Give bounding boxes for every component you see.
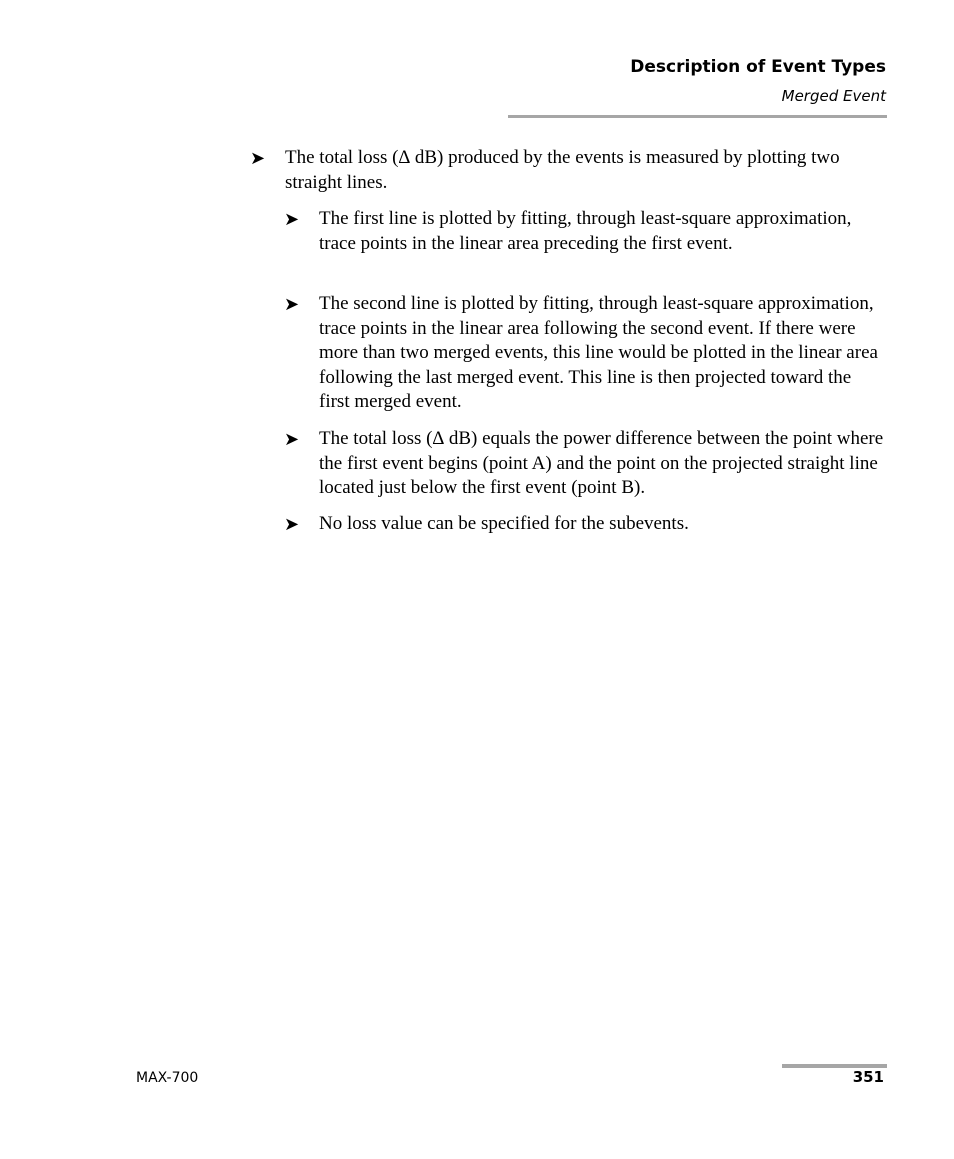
- arrow-bullet-icon: ➤: [284, 294, 300, 314]
- arrow-bullet-icon: ➤: [284, 514, 300, 534]
- list-item-text: The total loss (∆ dB) produced by the events is measured by plotting two straight lines.: [285, 147, 840, 193]
- section-subtitle: Merged Event: [781, 87, 886, 105]
- page-number: 351: [852, 1068, 884, 1086]
- section-title: Description of Event Types: [630, 57, 886, 77]
- header-divider: [508, 115, 887, 118]
- arrow-bullet-icon: ➤: [284, 209, 300, 229]
- arrow-bullet-icon: ➤: [250, 148, 266, 168]
- sub-list-item-text: No loss value can be specified for the subevents.: [319, 513, 689, 534]
- sub-list-item-text: The total loss (∆ dB) equals the power difference between the point where the first event begins (point A) and the point on the projected straight line located just below the first event (point B).: [319, 428, 884, 499]
- sub-list-item-text: The second line is plotted by fitting, through least-square approximation, trace points in the linear area following the second event. If there were more than two merged events, this line would be plotted in the linear area following the last merged event. This line is then projected toward the first merged event.: [319, 293, 878, 413]
- footer-model: MAX-700: [136, 1070, 199, 1086]
- arrow-bullet-icon: ➤: [284, 429, 300, 449]
- sub-list-item-text: The first line is plotted by fitting, through least-square approximation, trace points in the linear area preceding the first event.: [319, 208, 852, 254]
